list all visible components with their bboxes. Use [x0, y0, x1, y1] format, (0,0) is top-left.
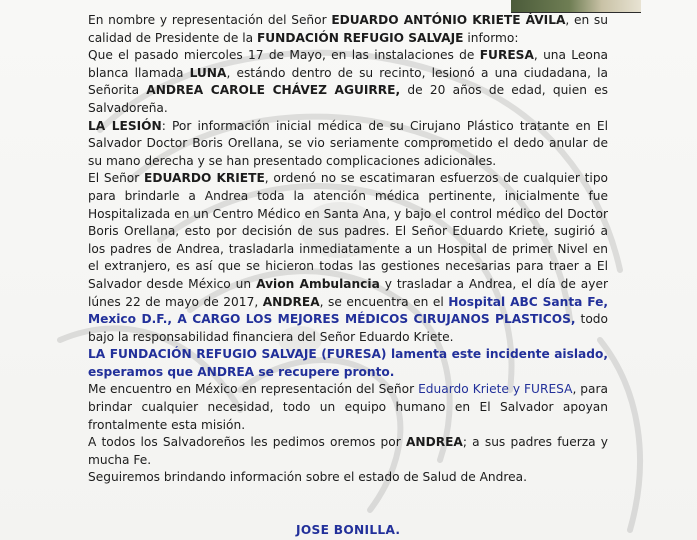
injury-heading: LA LESIÓN [88, 118, 162, 133]
text-span: , se encuentra en el [319, 294, 449, 309]
text-span: Que el pasado miercoles 17 de Mayo, en las instalaciones de [88, 48, 480, 63]
kriete-furesa-text: Eduardo Kriete y FURESA [418, 382, 573, 397]
text-span: Me encuentro en México en representación del Señor [88, 382, 419, 397]
paragraph-closing [88, 469, 608, 487]
president-name: EDUARDO ANTÓNIO KRIETE ÁVILA [331, 13, 566, 27]
lioness-name: LUNA [189, 65, 227, 80]
victim-name: ANDREA CAROLE CHÁVEZ AGUIRRE, [146, 83, 401, 98]
text-span: Seguiremos brindando información sobre el estado de Salud de Andrea. [88, 470, 527, 485]
paragraph-statement [88, 346, 608, 381]
signature-name: JOSE BONILLA. [296, 523, 401, 537]
text-span: , ordenó no se escatimaran esfuerzos de cualquier tipo para brindarle a Andrea toda la atención médica pertinente, inicialmente fue Hospitalizada en un Centro Médico en Santa Ana, y bajo el control médico del Doctor Boris Orellana, esto por decisión de sus padres. El Señor Eduardo Kriete, sugirió a los padres de Andrea, trasladarla inmediatamente a un Hospital de primer Nivel en el extranjero, es así que se hicieron todas las gestiones necesarias para traer a El Salvador desde México un [88, 171, 609, 291]
hospital-info: Hospital ABC Santa Fe, Mexico D.F., A CARGO LOS MEJORES MÉDICOS CIRUJANOS PLASTICOS, [88, 294, 608, 327]
text-span: El Señor [88, 171, 145, 186]
andrea-name: ANDREA [405, 435, 463, 450]
paragraph-prayer [88, 434, 608, 469]
foundation-name: FUNDACIÓN REFUGIO SALVAJE [256, 30, 464, 45]
text-span: ; a sus padres fuerza y mucha Fe. [88, 435, 608, 467]
paragraph-mexico [88, 381, 608, 434]
text-span: y trasladar a Andrea, el día de ayer lúnes 22 de mayo de 2017, [88, 276, 608, 309]
kriete-name: EDUARDO KRIETE [144, 171, 265, 186]
air-ambulance-text: Avion Ambulancia [256, 276, 380, 291]
text-span: A todos los Salvadoreños les pedimos oremos por [88, 435, 406, 450]
text-span: : Por información inicial médica de su Cirujano Plástico tratante en El Salvador Doctor Boris Orellana, se vio seriamente comprometido el dedo anular de su mano derecha y se han presentado complicaciones adicionales. [88, 118, 608, 168]
text-span: , una Leona blanca llamada [88, 48, 609, 80]
paragraph-injury [88, 118, 608, 171]
text-span: de 20 años de edad, quien es Salvadoreña. [88, 83, 608, 115]
paragraph-intro [88, 12, 608, 47]
text-span: , estándo dentro de su recinto, lesionó a una ciudadana, la Señorita [88, 65, 608, 98]
text-span: informo: [463, 30, 519, 45]
furesa-name: FURESA [479, 48, 534, 63]
text-span: todo bajo la responsabilidad financiera del Señor Eduardo Kriete. [88, 312, 608, 344]
paragraph-actions [88, 170, 608, 346]
text-span: , para brindar cualquier necesidad, todo un equipo humano en El Salvador apoyan frontalmente esta misión. [88, 382, 608, 432]
letter-body [88, 12, 608, 487]
text-span: En nombre y representación del Señor [88, 13, 332, 27]
text-span: , en su calidad de Presidente de la [88, 13, 609, 45]
andrea-name: ANDREA [262, 294, 320, 309]
paragraph-incident [88, 47, 608, 117]
foundation-statement: LA FUNDACIÓN REFUGIO SALVAJE (FURESA) lamenta este incidente aislado, esperamos que ANDREA se recupere pronto. [88, 347, 608, 379]
